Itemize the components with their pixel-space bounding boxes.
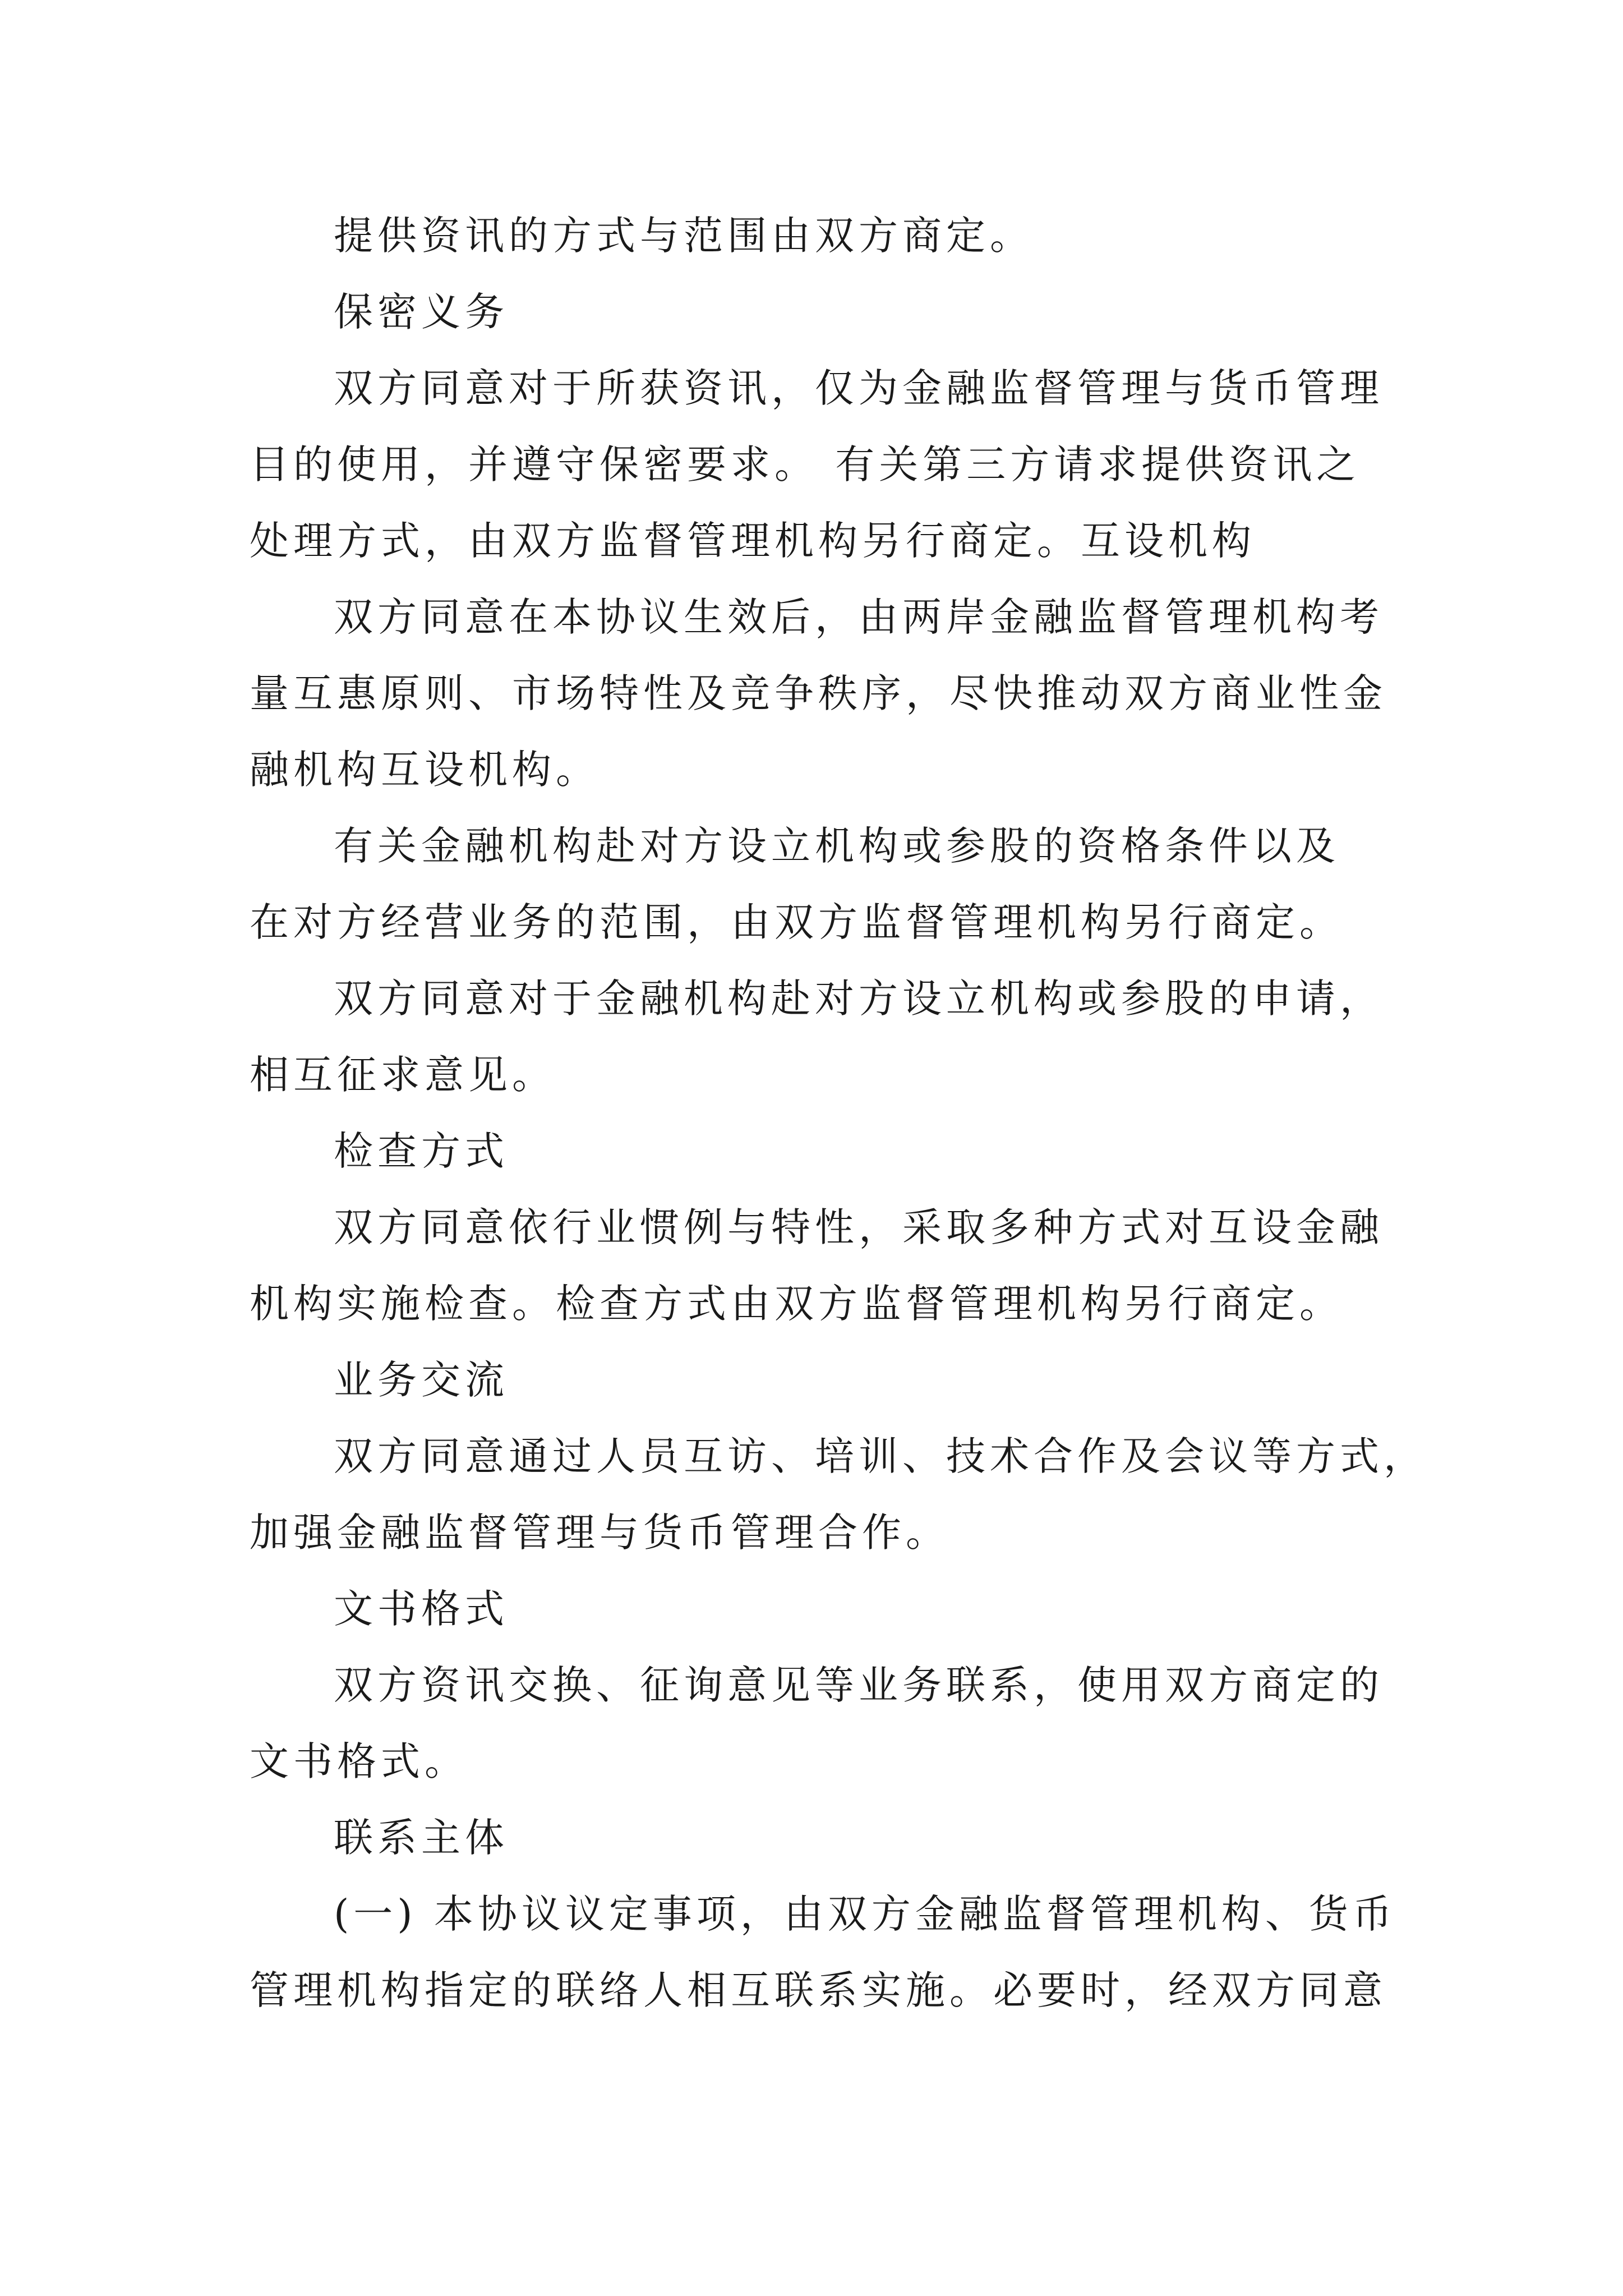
- section-heading: 业务交流: [334, 1357, 509, 1403]
- text-line: 有关金融机构赴对方设立机构或参股的资格条件以及: [334, 823, 1340, 869]
- text-line: 双方同意对于金融机构赴对方设立机构或参股的申请，: [334, 976, 1384, 1022]
- section-heading: 保密义务: [334, 289, 509, 335]
- text-line: 双方资讯交换、征询意见等业务联系，使用双方商定的: [334, 1662, 1384, 1708]
- section-heading: 检查方式: [334, 1128, 509, 1174]
- text-line: 管理机构指定的联络人相互联系实施。必要时，经双方同意: [250, 1967, 1387, 2013]
- text-line: 处理方式，由双方监督管理机构另行商定。互设机构: [250, 518, 1256, 564]
- text-line: 融机构互设机构。: [250, 747, 600, 793]
- text-line: 双方同意依行业惯例与特性，采取多种方式对互设金融: [334, 1204, 1384, 1250]
- text-line: 双方同意对于所获资讯，仅为金融监督管理与货币管理: [334, 365, 1384, 411]
- section-heading: 文书格式: [334, 1586, 509, 1632]
- text-line: 加强金融监督管理与货币管理合作。: [250, 1510, 949, 1556]
- section-heading: 联系主体: [334, 1815, 509, 1861]
- text-line: 相互征求意见。: [250, 1052, 556, 1098]
- text-line: 提供资讯的方式与范围由双方商定。: [334, 213, 1034, 259]
- text-line: 目的使用，并遵守保密要求。 有关第三方请求提供资讯之: [250, 441, 1361, 487]
- text-line: 双方同意在本协议生效后，由两岸金融监督管理机构考: [334, 594, 1384, 640]
- text-line: (一) 本协议议定事项，由双方金融监督管理机构、货币: [334, 1891, 1396, 1937]
- text-line: 机构实施检查。检查方式由双方监督管理机构另行商定。: [250, 1281, 1343, 1327]
- text-line: 在对方经营业务的范围，由双方监督管理机构另行商定。: [250, 899, 1343, 945]
- text-line: 量互惠原则、市场特性及竞争秩序，尽快推动双方商业性金: [250, 670, 1387, 716]
- text-line: 文书格式。: [250, 1738, 468, 1784]
- text-line: 双方同意通过人员互访、培训、技术合作及会议等方式，: [334, 1433, 1427, 1479]
- document-body: [250, 197, 1427, 2028]
